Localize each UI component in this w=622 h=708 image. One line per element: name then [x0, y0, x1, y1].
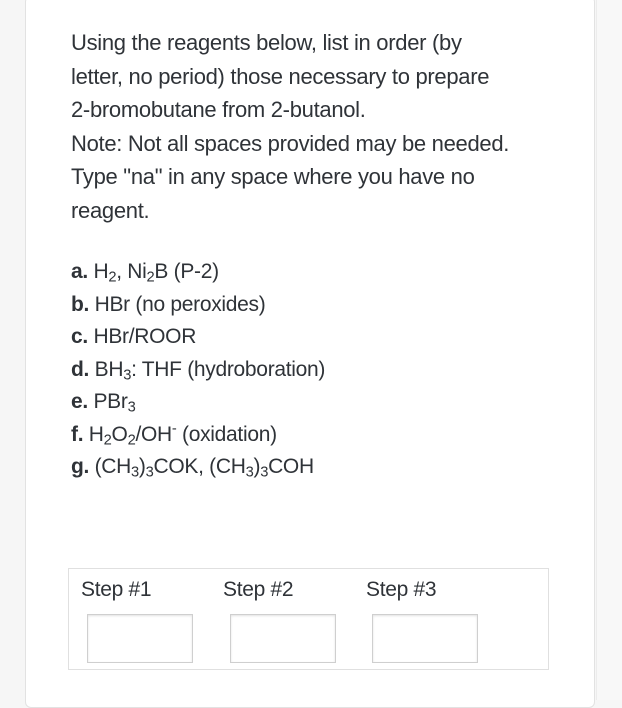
question-prompt	[71, 26, 571, 227]
prompt-line: letter, no period) those necessary to prepare	[71, 63, 490, 89]
reagent-e	[71, 386, 491, 419]
reagent-letter: f.	[71, 422, 84, 446]
prompt-line: 2-bromobutane from 2-butanol.	[71, 97, 366, 122]
reagent-letter: a.	[71, 260, 88, 283]
step-3-input[interactable]	[372, 614, 478, 663]
step-3-label: Step #3	[366, 578, 437, 601]
reagent-d	[71, 354, 491, 387]
reagent-b	[71, 289, 491, 322]
reagent-text: $H_2$, $Ni_2B$ (P-2)	[93, 260, 219, 286]
reagent-letter: g.	[71, 455, 90, 478]
reagent-text: $H_2O_2/OH^-$ (oxidation)	[88, 420, 277, 449]
reagent-text: HBr (no peroxides)	[94, 292, 266, 316]
reagent-text: $(CH_3)_3COK$, $(CH_3)_3COH$	[94, 455, 314, 481]
prompt-line: Using the reagents below, list in order (by	[71, 30, 462, 55]
reagent-text: HBr/ROOR	[93, 325, 197, 348]
step-1-input[interactable]	[87, 614, 193, 663]
reagent-g	[71, 451, 491, 484]
reagent-letter: d.	[71, 357, 90, 381]
reagent-list	[71, 256, 491, 484]
steps-table	[68, 568, 549, 670]
reagent-c	[71, 321, 491, 354]
scroll-gutter	[596, 0, 622, 700]
step-2-label: Step #2	[223, 578, 294, 601]
prompt-note-line: reagent.	[71, 197, 150, 223]
prompt-note-line: Type "na" in any space where you have no	[71, 164, 475, 189]
step-1-label: Step #1	[81, 578, 152, 601]
reagent-letter: e.	[71, 390, 88, 413]
reagent-letter: c.	[71, 325, 88, 348]
reagent-a	[71, 256, 491, 289]
reagent-letter: b.	[71, 292, 90, 316]
reagent-text: $BH_3$: THF (hydroboration)	[94, 357, 326, 384]
reagent-f	[71, 419, 491, 452]
step-2-input[interactable]	[230, 614, 336, 663]
reagent-text: PBr$_3$	[93, 390, 136, 416]
prompt-note-line: Note: Not all spaces provided may be needed.	[71, 130, 510, 156]
